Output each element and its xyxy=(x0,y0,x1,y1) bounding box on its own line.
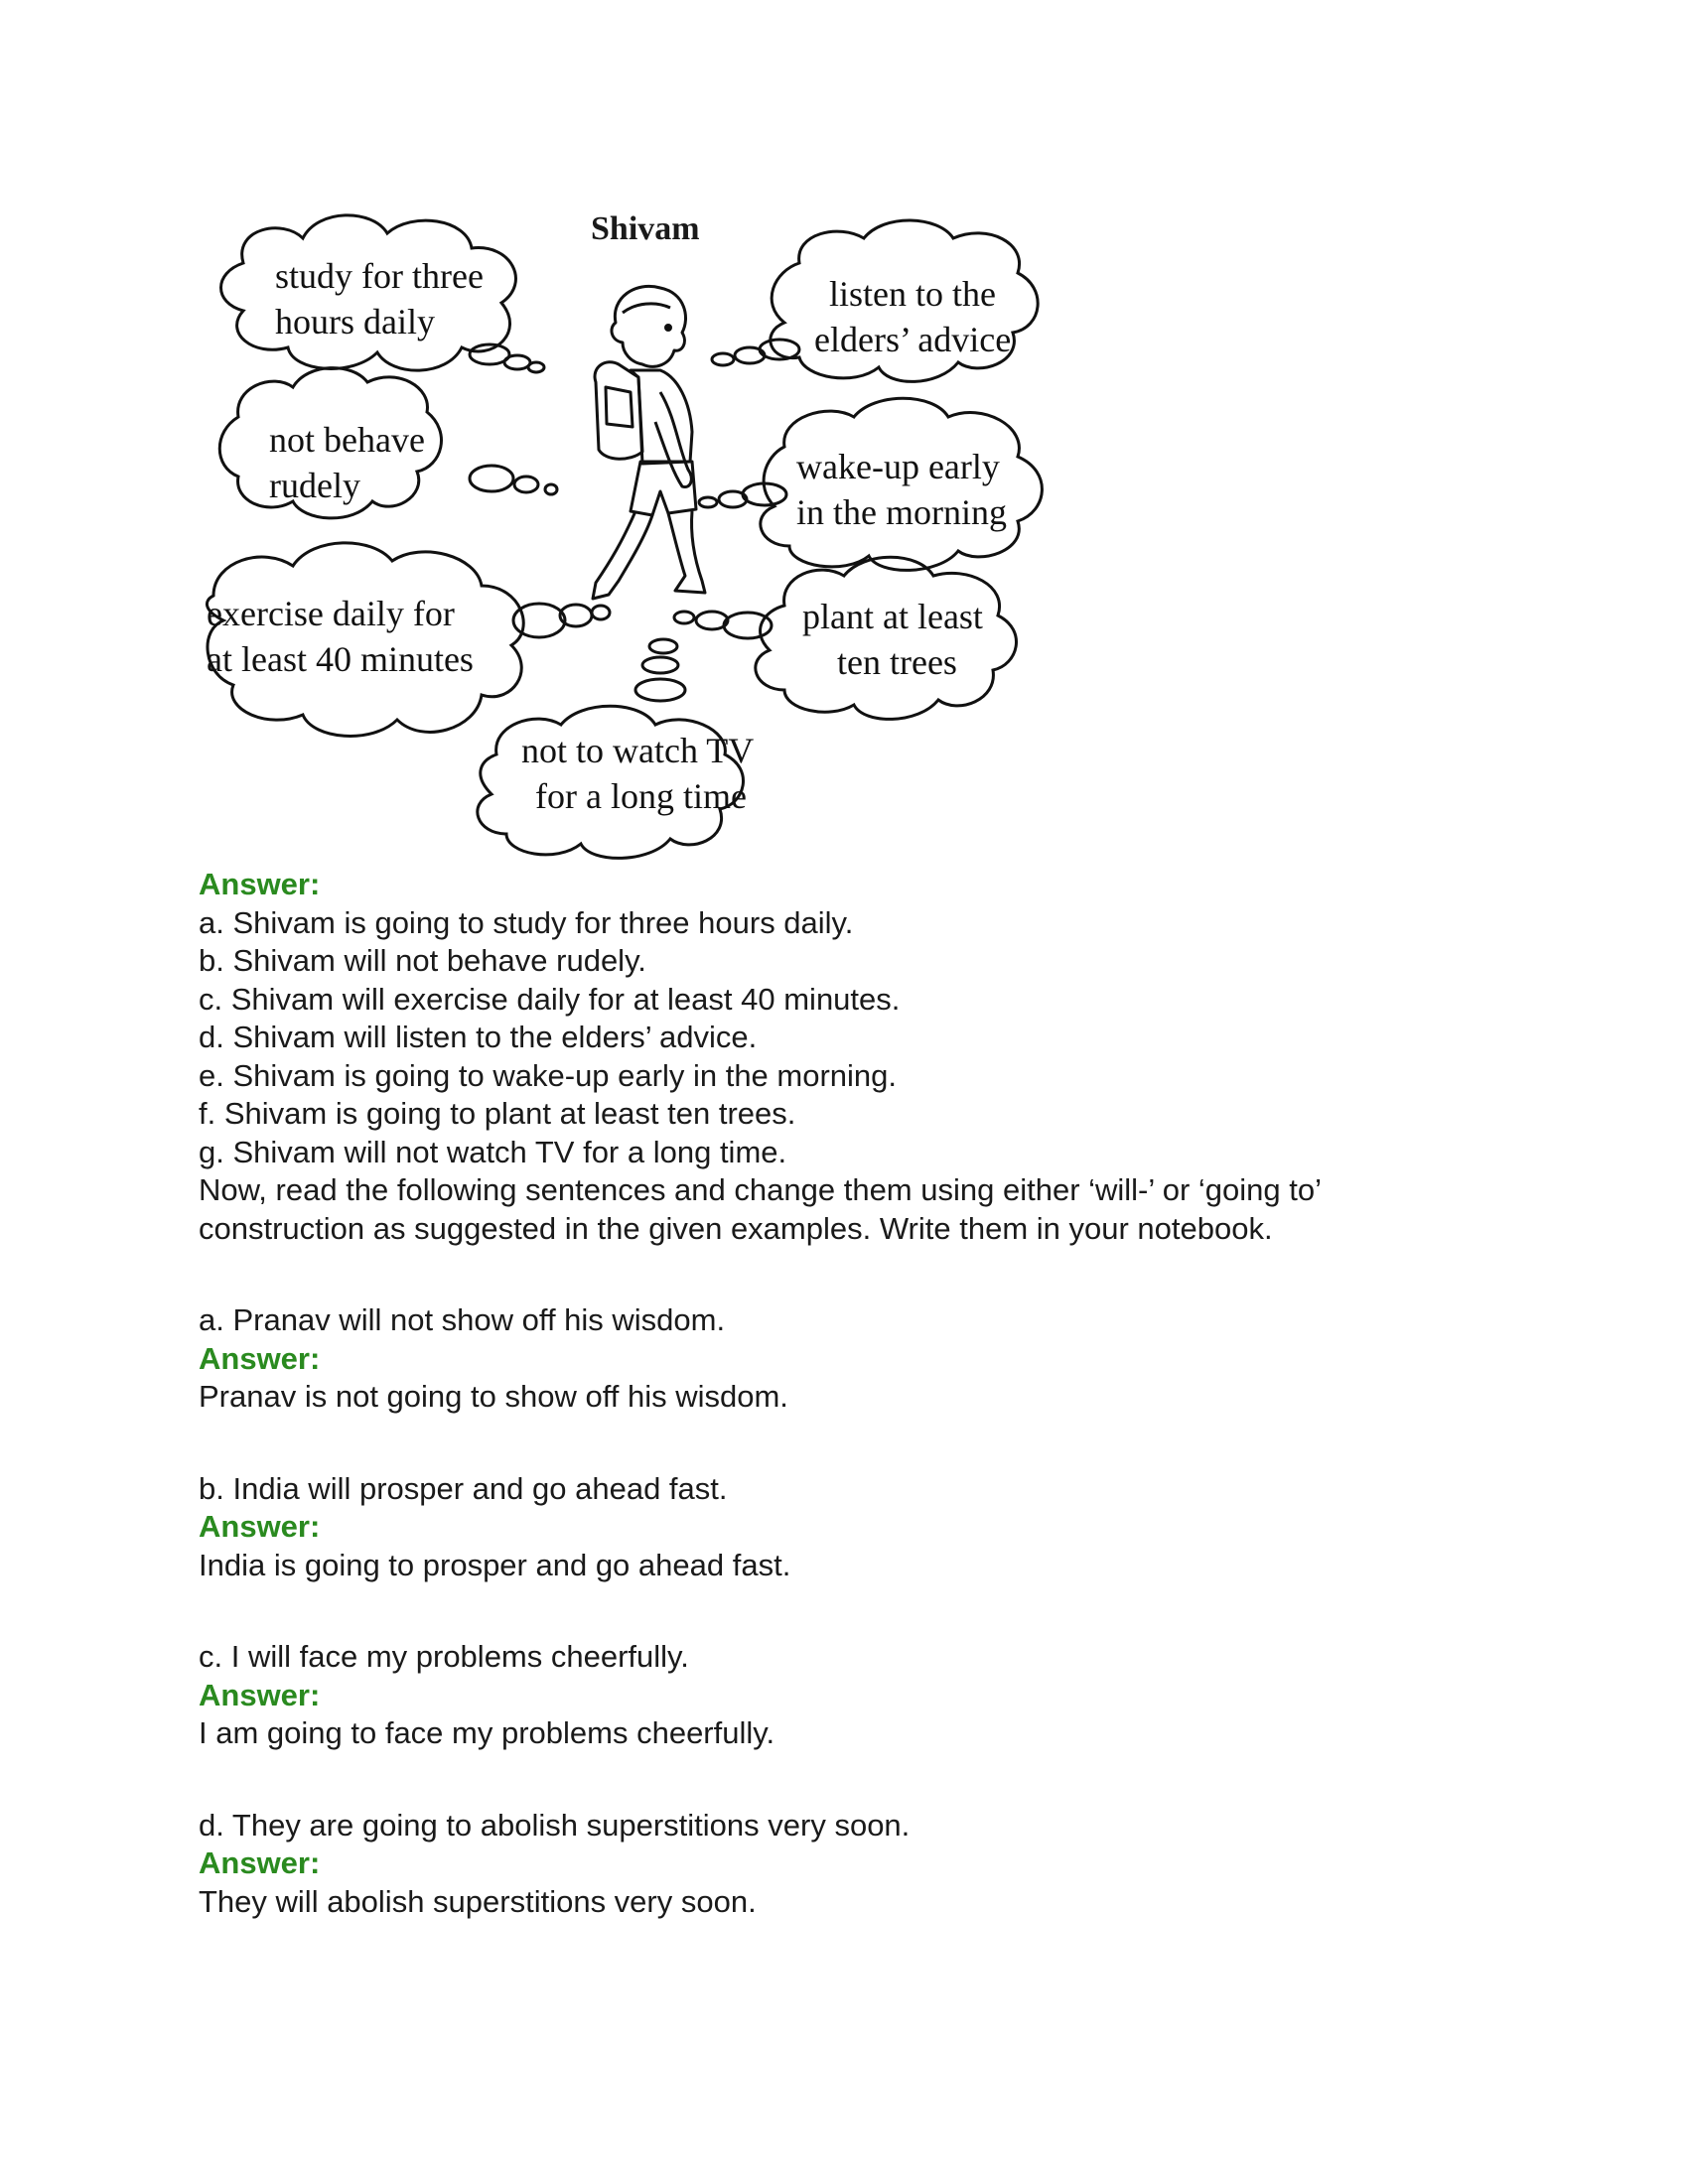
bubble-line: not behave xyxy=(269,420,425,460)
bubble-line: listen to the xyxy=(829,274,996,314)
bubble-line: in the morning xyxy=(796,492,1007,532)
bubble-line: not to watch TV xyxy=(521,731,755,770)
spacer xyxy=(199,1584,1489,1638)
spacer xyxy=(199,1417,1489,1470)
bubble-line: elders’ advice xyxy=(814,320,1012,359)
bubble-line: wake-up early xyxy=(796,447,1000,486)
answer-label: Answer: xyxy=(199,1509,321,1544)
answer-label: Answer: xyxy=(199,867,321,901)
answer-line: g. Shivam will not watch TV for a long time. xyxy=(199,1134,787,1169)
spacer xyxy=(199,1753,1489,1807)
exercise-question: d. They are going to abolish superstitions very soon. xyxy=(199,1807,911,1843)
bubble-listen-text xyxy=(814,271,1011,362)
shivam-illustration xyxy=(194,194,1117,869)
answer-line: b. Shivam will not behave rudely. xyxy=(199,943,646,978)
boy-figure xyxy=(593,286,705,599)
spacer xyxy=(199,1248,1489,1301)
answer-line: c. Shivam will exercise daily for at least 40 minutes. xyxy=(199,981,901,1017)
exercise-answer: I am going to face my problems cheerfully. xyxy=(199,1715,775,1750)
answer-line: d. Shivam will listen to the elders’ advice. xyxy=(199,1020,758,1054)
answer-line: e. Shivam is going to wake-up early in the morning. xyxy=(199,1057,898,1093)
instruction-line: construction as suggested in the given examples. Write them in your notebook. xyxy=(199,1210,1273,1246)
bubble-line: plant at least xyxy=(802,597,983,636)
answer-content xyxy=(199,866,1489,1921)
exercise-question: b. India will prosper and go ahead fast. xyxy=(199,1470,728,1506)
bubble-behave-text xyxy=(269,417,425,508)
bubble-study-text xyxy=(275,253,484,344)
exercise-question: a. Pranav will not show off his wisdom. xyxy=(199,1302,726,1337)
bubble-line: at least 40 minutes xyxy=(207,639,474,679)
exercise-item xyxy=(199,1301,1489,1417)
bubble-line: rudely xyxy=(269,466,360,505)
answer-label: Answer: xyxy=(199,1340,321,1376)
exercise-answer: They will abolish superstitions very soon. xyxy=(199,1883,757,1919)
bubble-plant-text xyxy=(802,594,983,685)
bubble-line: hours daily xyxy=(275,302,435,341)
instruction-line: Now, read the following sentences and change them using either ‘will-’ or ‘going to’ xyxy=(199,1172,1323,1207)
exercise-answer: Pranav is not going to show off his wisdom. xyxy=(199,1379,788,1414)
bubble-line: study for three xyxy=(275,256,484,296)
bubble-line: for a long time xyxy=(535,776,747,816)
bubble-wake-text xyxy=(796,444,1007,535)
exercise-answer: India is going to prosper and go ahead fast. xyxy=(199,1547,791,1582)
exercise-item xyxy=(199,1638,1489,1753)
exercise-item xyxy=(199,1470,1489,1585)
answer-label: Answer: xyxy=(199,1677,321,1712)
illustration-title: Shivam xyxy=(591,210,700,247)
answer-line: f. Shivam is going to plant at least ten trees. xyxy=(199,1096,796,1131)
bubble-tv-text xyxy=(521,728,754,819)
bubble-exercise-text xyxy=(207,591,474,682)
bubble-line: ten trees xyxy=(837,642,957,682)
answer-line: a. Shivam is going to study for three hours daily. xyxy=(199,904,854,940)
exercise-question: c. I will face my problems cheerfully. xyxy=(199,1639,689,1674)
answer-label: Answer: xyxy=(199,1845,321,1880)
bubble-line: exercise daily for xyxy=(207,594,455,633)
exercise-item xyxy=(199,1807,1489,1922)
